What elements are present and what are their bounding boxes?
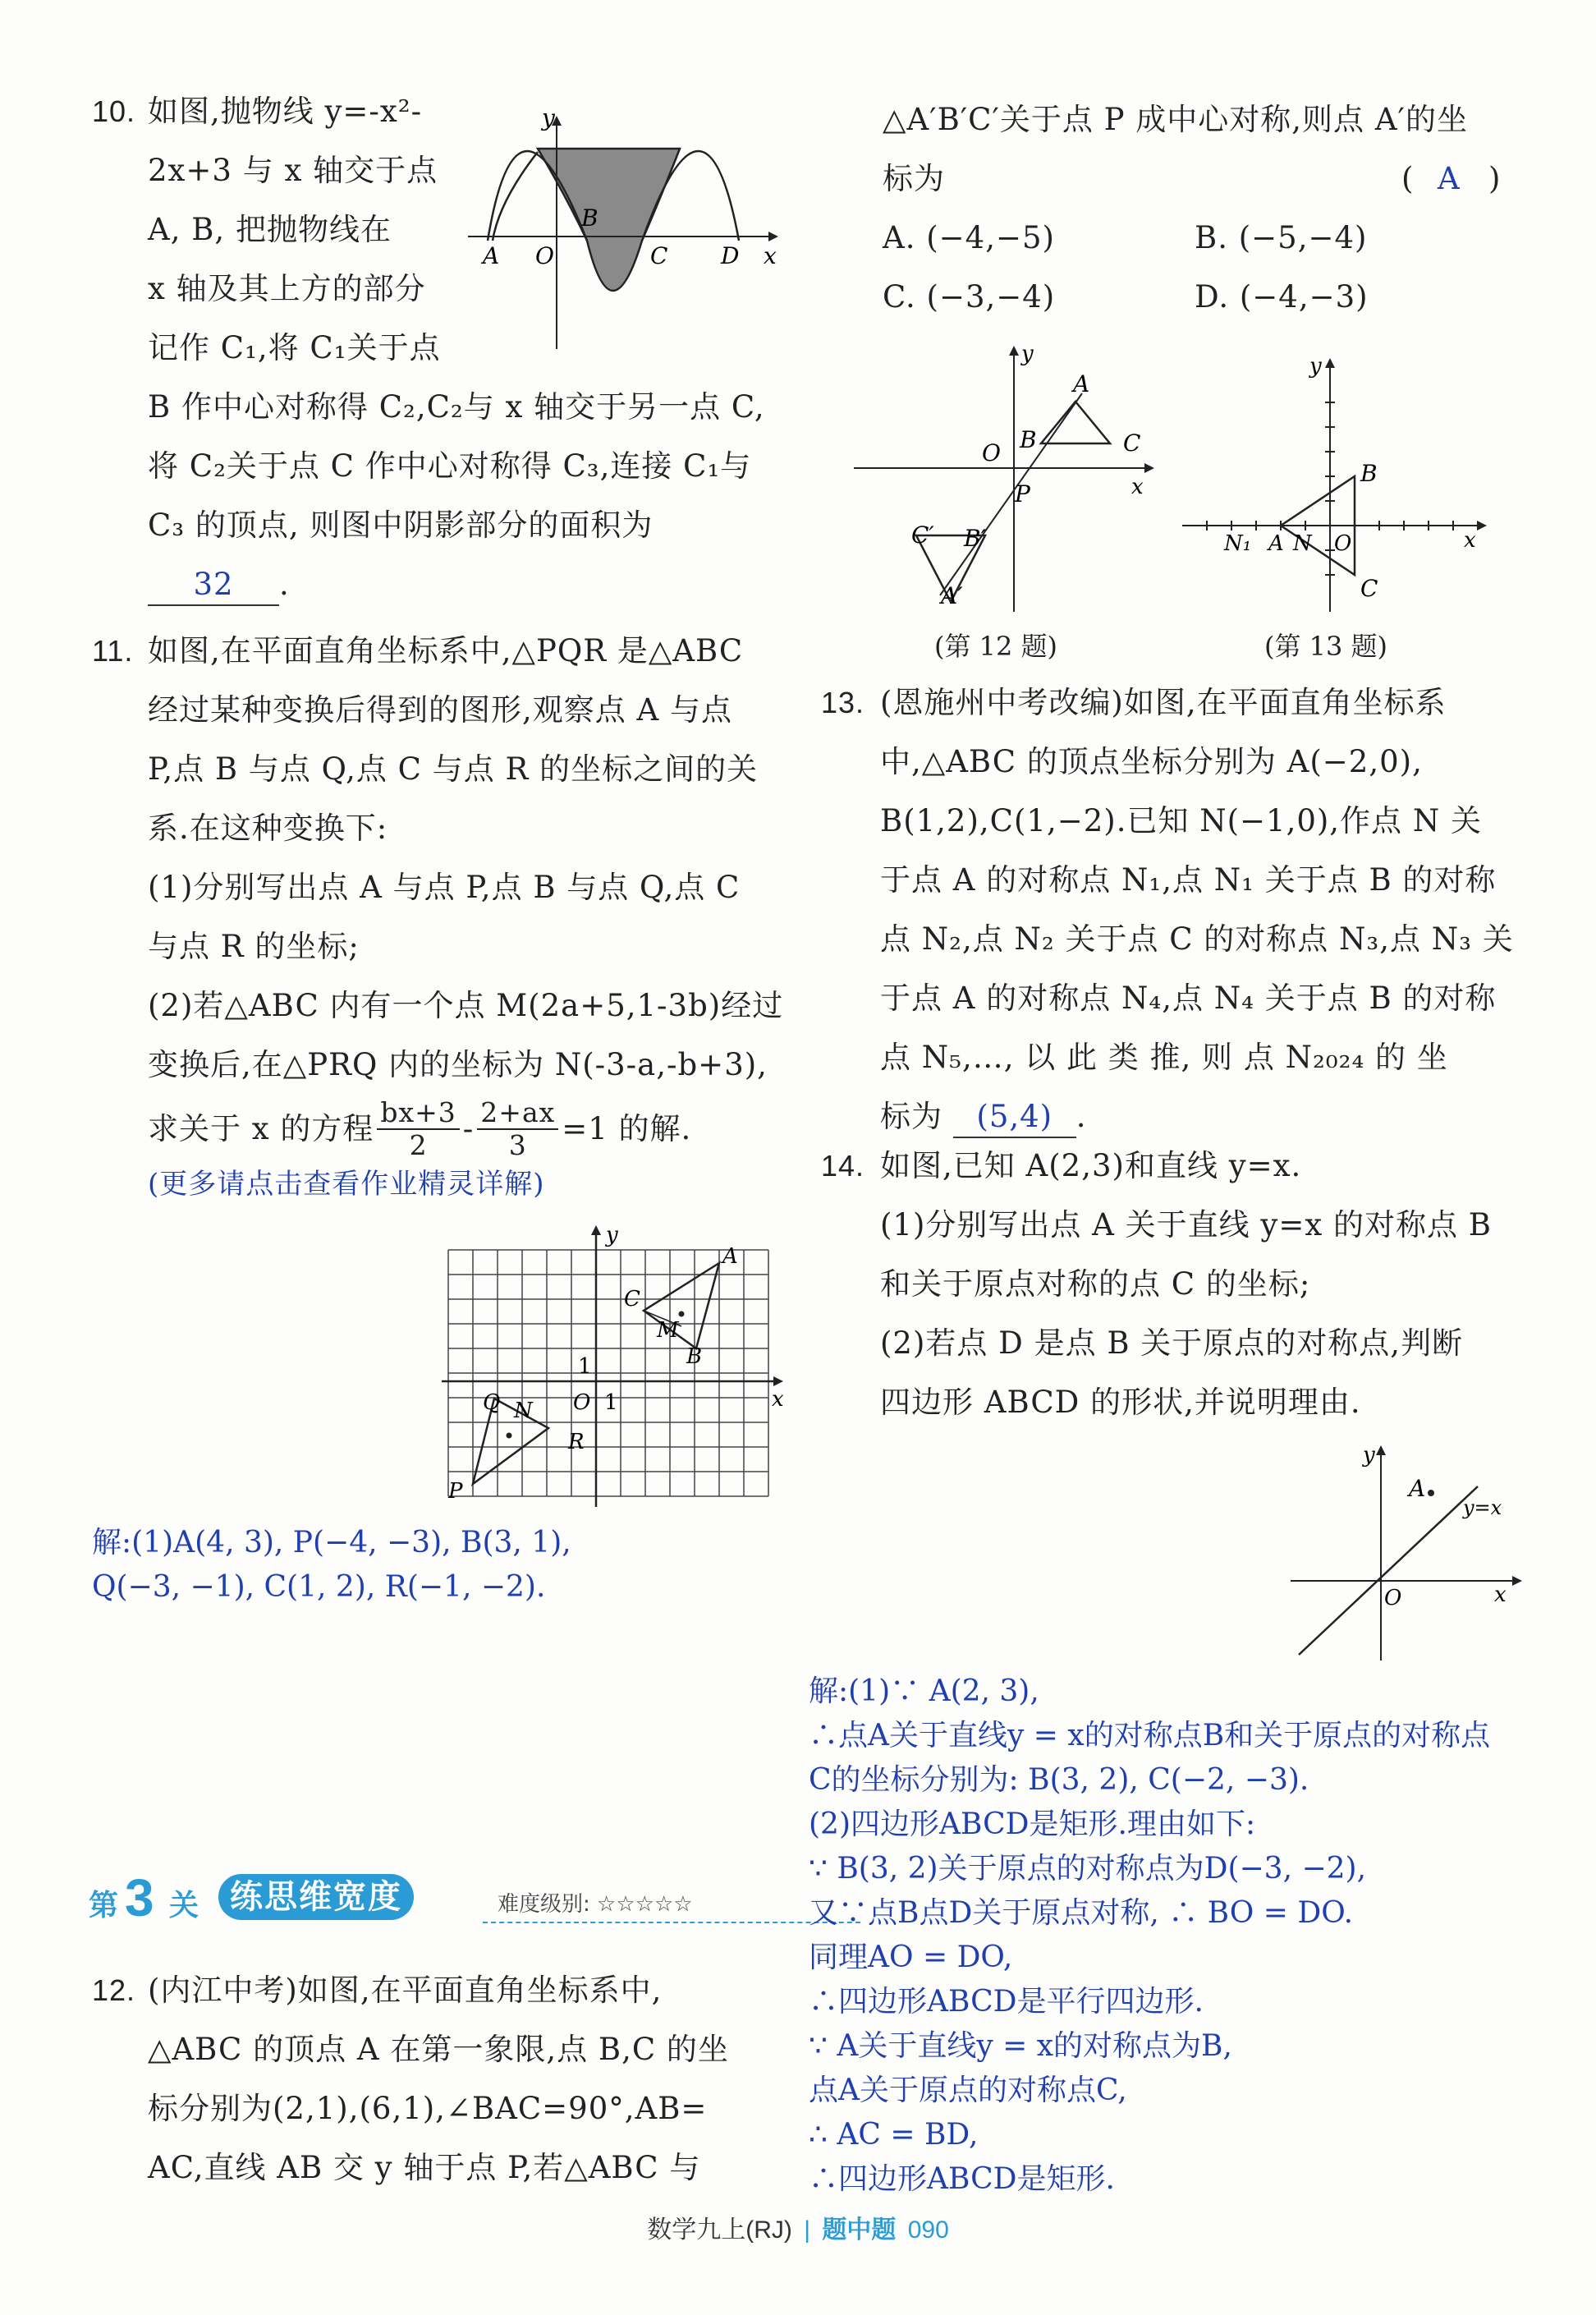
q12-fig-Ap: A′ [941, 582, 963, 609]
q11-line3: P,点 B 与点 Q,点 C 与点 R 的坐标之间的关 [148, 751, 759, 787]
q10-line2: 2x+3 与 x 轴交于点 [148, 153, 438, 188]
q11-frac-b-num: 2+ax [477, 1097, 558, 1130]
q12-fig-O: O [982, 439, 1001, 466]
q13-caption: (第 13 题) [1264, 631, 1388, 662]
q11-fig-M: M [657, 1318, 679, 1343]
q12-right-line2: 标为 [883, 161, 945, 196]
q11-fig-P: P [448, 1479, 463, 1504]
q10-end: . [279, 567, 290, 602]
q13-fig-O: O [1334, 531, 1352, 556]
q13-fig-x: x [1464, 528, 1476, 553]
q14-sol-3: C的坐标分别为: B(3, 2), C(−2, −3). [809, 1763, 1309, 1797]
section-number: 3 [125, 1868, 154, 1927]
q13-fig-C: C [1360, 575, 1378, 602]
q14-fig-x: x [1494, 1582, 1507, 1607]
q12-block [82, 1961, 805, 2198]
q14-fig-line: y=x [1463, 1496, 1502, 1519]
q10-answer: 32 [193, 567, 234, 602]
section-title: 练思维宽度 [218, 1874, 414, 1920]
q13-number: 13. [821, 686, 865, 719]
q12-line2: △ABC 的顶点 A 在第一象限,点 B,C 的坐 [148, 2032, 729, 2067]
q11-fig-A: A [722, 1244, 738, 1269]
footer-page-number: 090 [907, 2216, 949, 2244]
q13-line4: 于点 A 的对称点 N₁,点 N₁ 关于点 B 的对称 [880, 862, 1497, 898]
q14-line3: 和关于原点对称的点 C 的坐标; [880, 1266, 1311, 1302]
section-header [89, 1868, 778, 1928]
q11-fig-N: N [514, 1399, 533, 1423]
q11-fig-x: x [772, 1387, 784, 1412]
q11-frac-a [377, 1097, 459, 1161]
q14-sol-7: 同理AO = DO, [809, 1941, 1013, 1974]
q14-sol-6: 又∵点B点D关于原点对称, ∴ BO = DO. [809, 1896, 1354, 1930]
q11-line9a: 求关于 x 的方程 [148, 1111, 374, 1146]
q11-line8: 变换后,在△PRQ 内的坐标为 N(-3-a,-b+3), [148, 1047, 768, 1082]
q11-line5: (1)分别写出点 A 与点 P,点 B 与点 Q,点 C [148, 870, 741, 905]
q11-fig-Q: Q [483, 1390, 501, 1415]
q12-option-b: B. (−5,−4) [1195, 220, 1368, 255]
q12-figure [846, 341, 1158, 620]
q11-solution [92, 1521, 798, 1610]
q10-answer-blank [148, 565, 279, 606]
q14-line1: 如图,已知 A(2,3)和直线 y=x. [880, 1148, 1302, 1183]
q14-block [821, 1137, 1543, 1432]
q12-paren-open: ( [1401, 161, 1415, 196]
section-underline [483, 1922, 860, 1923]
q11-fig-C: C [624, 1287, 640, 1311]
q13-answer: (5,4) [976, 1099, 1053, 1134]
section-guan: 关 [169, 1889, 200, 1922]
q14-sol-11: ∴ AC = BD, [809, 2118, 979, 2152]
footer-sep: | [804, 2216, 811, 2244]
q10-fig-B: B [581, 204, 598, 232]
q12-line3: 标分别为(2,1),(6,1),∠BAC=90°,AB= [148, 2091, 708, 2126]
q11-line6: 与点 R 的坐标; [148, 929, 360, 964]
q12-answer: A [1438, 161, 1461, 196]
q11-minus: - [462, 1111, 475, 1146]
q12-line4: AC,直线 AB 交 y 轴于点 P,若△ABC 与 [148, 2150, 701, 2185]
q13-fig-N1: N₁ [1224, 531, 1252, 556]
q10-figure [460, 103, 788, 365]
section-di: 第 [89, 1889, 119, 1922]
q10-line4: x 轴及其上方的部分 [148, 271, 426, 306]
q14-sol-4: (2)四边形ABCD是矩形.理由如下: [809, 1807, 1256, 1841]
q13-line2: 中,△ABC 的顶点坐标分别为 A(−2,0), [880, 744, 1423, 779]
footer-series: 题中题 [822, 2216, 897, 2244]
q13-line3: B(1,2),C(1,−2).已知 N(−1,0),作点 N 关 [880, 803, 1482, 838]
q10-line3: A, B, 把抛物线在 [148, 212, 392, 247]
q11-line2: 经过某种变换后得到的图形,观察点 A 与点 [148, 692, 733, 728]
q12-right-line1: △A′B′C′关于点 P 成中心对称,则点 A′的坐 [883, 102, 1468, 137]
page-footer [0, 2209, 1596, 2245]
q10-fig-O: O [535, 242, 554, 269]
q12-line1: (内江中考)如图,在平面直角坐标系中, [148, 1973, 663, 2008]
q12-continued [883, 90, 1539, 327]
q12-fig-Cp: C′ [911, 521, 934, 549]
q14-fig-A: A [1409, 1475, 1426, 1502]
q12-fig-B: B [1020, 426, 1037, 453]
q10-line5: 记作 C₁,将 C₁关于点 [148, 330, 441, 365]
q14-sol-1: 解:(1)∵ A(2, 3), [809, 1674, 1039, 1708]
q14-sol-9: ∵ A关于直线y = x的对称点为B, [809, 2029, 1232, 2063]
q11-more-link[interactable]: (更多请点击查看作业精灵详解) [148, 1168, 545, 1201]
q11-frac-a-den: 2 [409, 1129, 428, 1161]
q11-line7: (2)若△ABC 内有一个点 M(2a+5,1-3b)经过 [148, 988, 784, 1023]
q13-line1: (恩施州中考改编)如图,在平面直角坐标系 [880, 685, 1447, 720]
q13-line6: 于点 A 的对称点 N₄,点 N₄ 关于点 B 的对称 [880, 981, 1497, 1016]
q12-option-a: A. (−4,−5) [883, 220, 1055, 255]
q11-fig-B: B [686, 1344, 703, 1369]
q11-frac-b-den: 3 [508, 1129, 527, 1161]
q13-fig-B: B [1360, 460, 1378, 487]
q12-paren-close: ) [1488, 161, 1502, 196]
q13-line8: 标为 [880, 1099, 942, 1134]
q10-line6: B 作中心对称得 C₂,C₂与 x 轴交于另一点 C, [148, 389, 765, 425]
q12-fig-A: A [1073, 370, 1090, 397]
q11-fig-O: O [573, 1390, 591, 1415]
q10-fig-C: C [650, 242, 668, 269]
q14-figure [1281, 1437, 1527, 1663]
q11-line1: 如图,在平面直角坐标系中,△PQR 是△ABC [148, 633, 744, 668]
q10-fig-A: A [483, 242, 500, 269]
q11-fig-1y: 1 [578, 1354, 592, 1379]
q12-fig-y: y [1021, 342, 1034, 366]
q14-sol-10: 点A关于原点的对称点C, [809, 2074, 1127, 2107]
q12-caption: (第 12 题) [934, 631, 1058, 662]
q11-fig-y: y [606, 1224, 618, 1247]
q13-line5: 点 N₂,点 N₂ 关于点 C 的对称点 N₃,点 N₃ 关 [880, 921, 1514, 957]
q12-fig-P: P [1015, 480, 1030, 508]
q14-fig-O: O [1384, 1586, 1402, 1610]
q13-figure [1178, 353, 1490, 616]
q14-sol-2: ∴点A关于直线y = x的对称点B和关于原点的对称点 [809, 1719, 1491, 1752]
q12-fig-x: x [1131, 475, 1144, 499]
q14-sol-12: ∴四边形ABCD是矩形. [809, 2162, 1115, 2196]
q13-fig-N: N [1293, 531, 1312, 556]
q12-option-d: D. (−4,−3) [1195, 279, 1369, 315]
q11-line9b: =1 的解. [562, 1111, 692, 1146]
q11-block [82, 622, 805, 1205]
q11-sol-line1: 解:(1)A(4, 3), P(−4, −3), B(3, 1), [92, 1526, 571, 1559]
q10-line1: 如图,抛物线 y=-x²- [148, 94, 423, 129]
q11-frac-a-num: bx+3 [377, 1097, 459, 1130]
q11-number: 11. [92, 634, 134, 668]
q11-sol-line2: Q(−3, −1), C(1, 2), R(−1, −2). [92, 1570, 546, 1604]
q13-line7: 点 N₅,…, 以 此 类 推, 则 点 N₂₀₂₄ 的 坐 [880, 1040, 1448, 1075]
footer-book: 数学九上(RJ) [647, 2216, 792, 2244]
q14-sol-8: ∴四边形ABCD是平行四边形. [809, 1985, 1204, 2019]
q11-fig-1x: 1 [604, 1390, 618, 1415]
q10-fig-x: x [764, 242, 777, 269]
q14-sol-5: ∵ B(3, 2)关于原点的对称点为D(−3, −2), [809, 1852, 1367, 1886]
q14-line4: (2)若点 D 是点 B 关于原点的对称点,判断 [880, 1325, 1464, 1361]
q10-line7: 将 C₂关于点 C 作中心对称得 C₃,连接 C₁与 [148, 448, 752, 484]
q12-fig-Bp: B′ [964, 525, 986, 552]
q13-block [821, 673, 1543, 1146]
q12-fig-C: C [1123, 429, 1141, 457]
q11-figure [435, 1224, 805, 1511]
q13-fig-A: A [1268, 531, 1284, 556]
q14-line5: 四边形 ABCD 的形状,并说明理由. [880, 1385, 1361, 1420]
q13-end: . [1075, 1099, 1087, 1134]
q10-number: 10. [92, 94, 136, 128]
q14-solution [809, 1670, 1548, 2202]
q12-number: 12. [92, 1973, 136, 2007]
q13-fig-y: y [1309, 354, 1322, 379]
q10-fig-y: y [542, 104, 555, 131]
section-difficulty: 难度级别: ☆☆☆☆☆ [498, 1892, 693, 1917]
q13-answer-blank [953, 1097, 1076, 1138]
q14-line2: (1)分别写出点 A 关于直线 y=x 的对称点 B [880, 1207, 1492, 1242]
q12-option-c: C. (−3,−4) [883, 279, 1056, 315]
q11-frac-b [477, 1097, 558, 1161]
q11-line4: 系.在这种变换下: [148, 811, 388, 846]
q14-number: 14. [821, 1149, 865, 1183]
q14-fig-y: y [1363, 1443, 1375, 1468]
q10-line8: C₃ 的顶点, 则图中阴影部分的面积为 [148, 508, 654, 543]
q11-fig-R: R [568, 1430, 585, 1454]
q10-fig-D: D [721, 242, 740, 269]
